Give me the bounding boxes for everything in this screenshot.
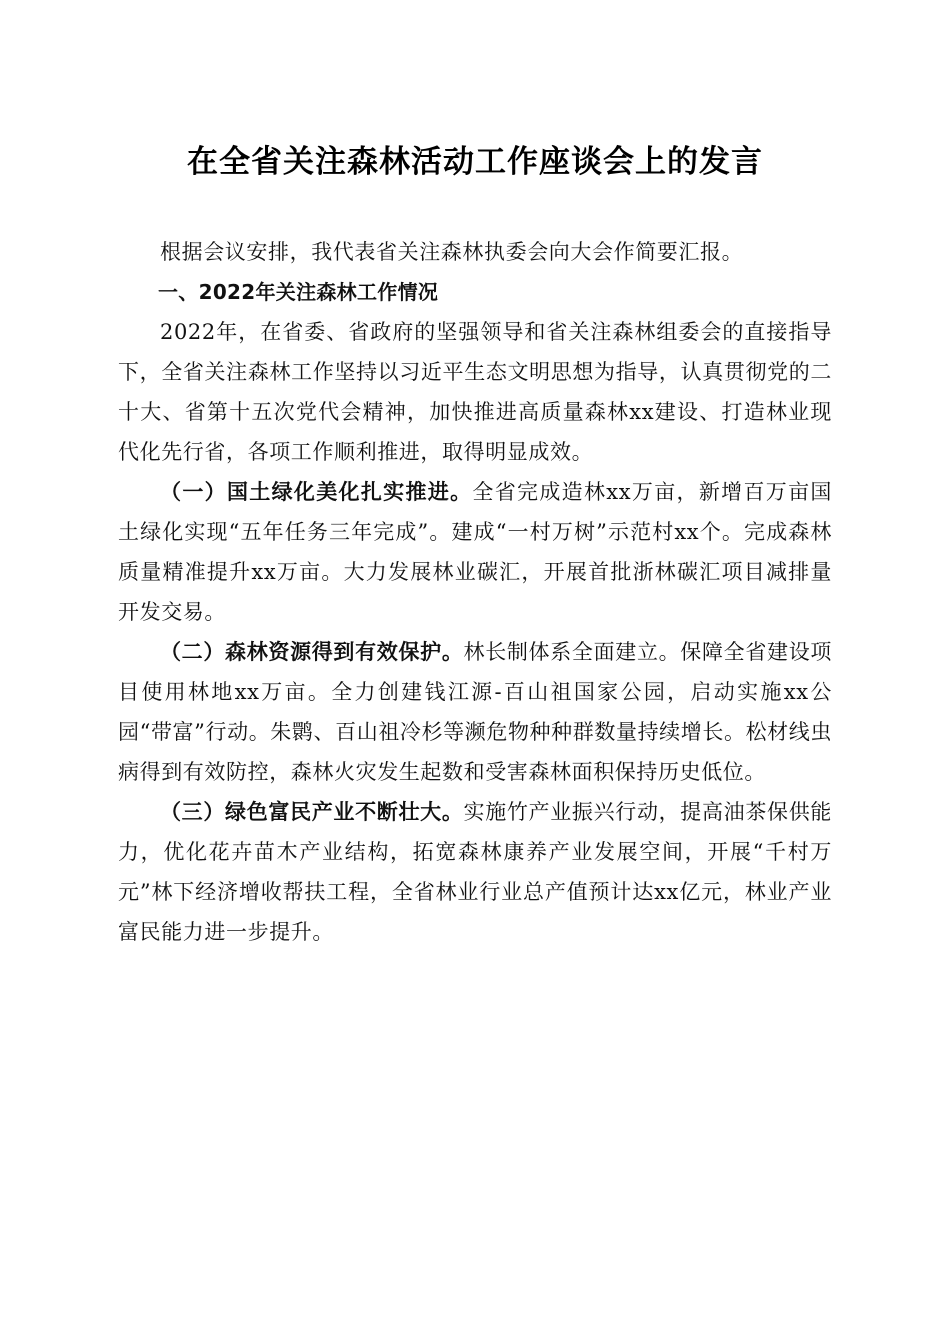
intro-paragraph: 根据会议安排，我代表省关注森林执委会向大会作简要汇报。 xyxy=(160,240,744,264)
item-paragraph-3 xyxy=(118,792,832,952)
summary-paragraph: 2022年，在省委、省政府的坚强领导和省关注森林组委会的直接指导下，全省关注森林工作坚持以习近平生态文明思想为指导，认真贯彻党的二十大、省第十五次党代会精神，加快推进高质量森林xx建设、打造林业现代化先行省，各项工作顺利推进，取得明显成效。 xyxy=(118,320,832,464)
document-title: 在全省关注森林活动工作座谈会上的发言 xyxy=(187,144,763,180)
item-lead: （三）绿色富民产业不断壮大。 xyxy=(160,799,464,824)
section-heading: 一、2022年关注森林工作情况 xyxy=(158,280,439,304)
document-body xyxy=(118,232,832,952)
item-paragraph-2 xyxy=(118,632,832,792)
document-page xyxy=(118,138,832,952)
item-text: 实施竹产业振兴行动，提高油茶保供能力，优化花卉苗木产业结构，拓宽森林康养产业发展空间，开展“千村万元”林下经济增收帮扶工程，全省林业行业总产值预计达xx亿元，林业产业富民能力进一步提升。 xyxy=(118,800,832,944)
item-text: 林长制体系全面建立。保障全省建设项目使用林地xx万亩。全力创建钱江源-百山祖国家公园，启动实施xx公园“带富”行动。朱鹮、百山祖冷杉等濒危物种种群数量持续增长。松材线虫病得到有效防控，森林火灾发生起数和受害森林面积保持历史低位。 xyxy=(118,640,832,784)
item-lead: （二）森林资源得到有效保护。 xyxy=(160,639,464,664)
item-text: 全省完成造林xx万亩，新增百万亩国土绿化实现“五年任务三年完成”。建成“一村万树”示范村xx个。完成森林质量精准提升xx万亩。大力发展林业碳汇，开展首批浙林碳汇项目减排量开发交易。 xyxy=(118,480,832,624)
item-lead: （一）国土绿化美化扎实推进。 xyxy=(160,479,473,504)
item-paragraph-1 xyxy=(118,472,832,632)
